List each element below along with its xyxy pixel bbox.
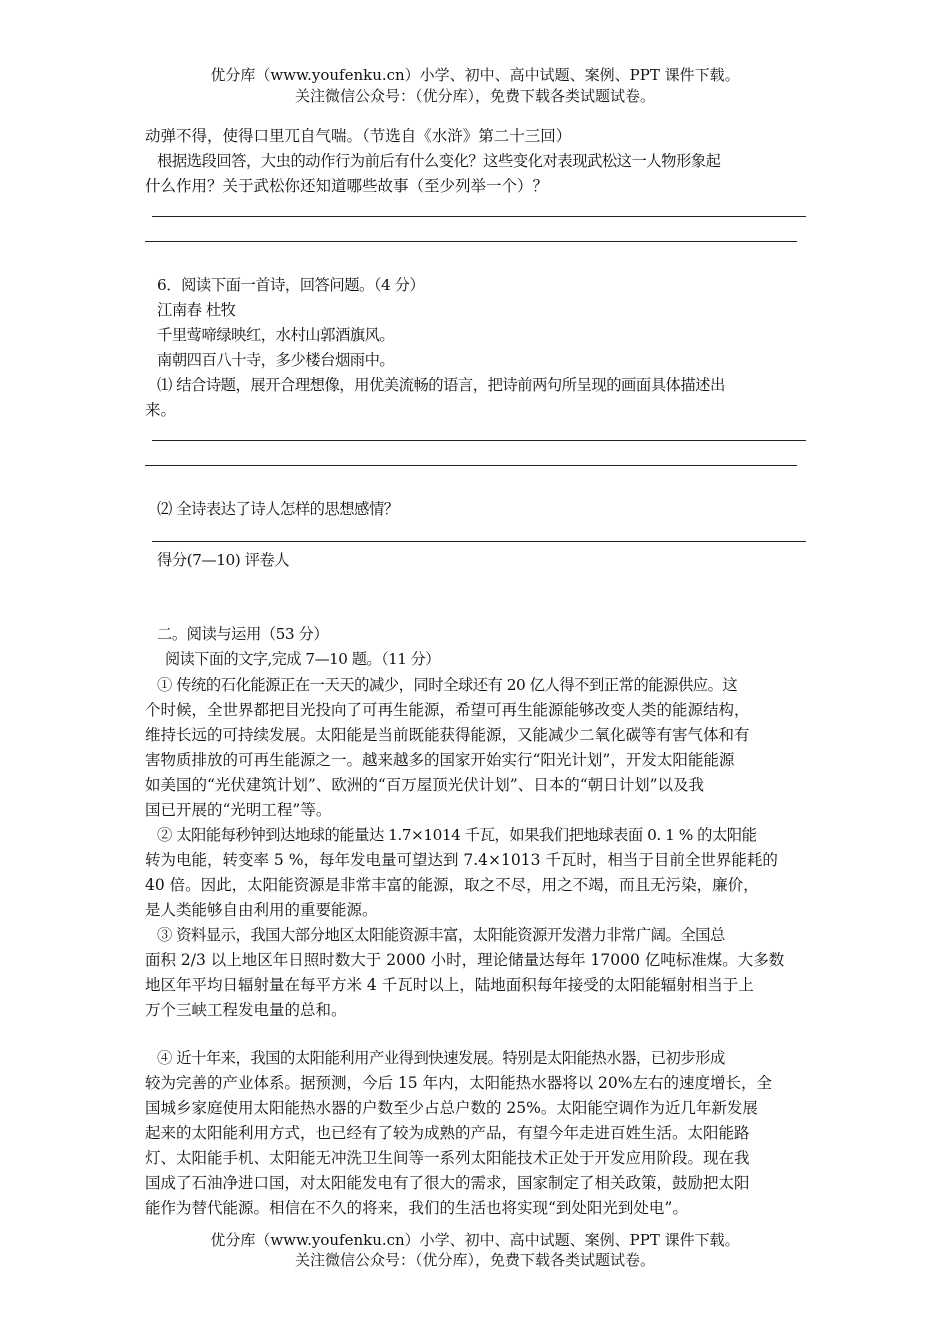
paragraph-3-line: ③ 资料显示，我国大部分地区太阳能资源丰富，太阳能资源开发潜力非常广阔。全国总 xyxy=(157,926,725,944)
score-label: 得分(7—10) 评卷人 xyxy=(157,551,290,569)
paragraph-2-line: 转为电能，转变率 5 %，每年发电量可望达到 7.4×1013 千瓦时，相当于目前全世界能耗的 xyxy=(145,851,778,869)
q5-question-line-1: 根据选段回答，大虫的动作行为前后有什么变化？这些变化对表现武松这一人物形象起 xyxy=(157,152,721,170)
q6-sub1-line-2: 来。 xyxy=(145,401,177,419)
paragraph-4-line: 灯、太阳能手机、太阳能无冲洗卫生间等一系列太阳能技术正处于开发应用阶段。现在我 xyxy=(145,1149,750,1167)
paragraph-2-line: 40 倍。因此，太阳能资源是非常丰富的能源，取之不尽，用之不竭，而且无污染，廉价， xyxy=(145,876,759,894)
paragraph-1-line: 个时候，全世界都把目光投向了可再生能源，希望可再生能源能够改变人类的能源结构， xyxy=(145,701,750,719)
paragraph-3-line: 地区年平均日辐射量在每平方米 4 千瓦时以上，陆地面积每年接受的太阳能辐射相当于上 xyxy=(145,976,754,994)
paragraph-3-line: 面积 2/3 以上地区年日照时数大于 2000 小时，理论储量达每年 17000 亿吨标准煤。大多数 xyxy=(145,951,785,969)
paragraph-2-line: ② 太阳能每秒钟到达地球的能量达 1.7×1014 千瓦，如果我们把地球表面 0. 1 % 的太阳能 xyxy=(157,826,757,844)
paragraph-1-line: 如美国的“光伏建筑计划”、欧洲的“百万屋顶光伏计划”、日本的“朝日计划”以及我 xyxy=(145,776,705,794)
paragraph-4-line: 起来的太阳能利用方式，也已经有了较为成熟的产品，有望今年走进百姓生活。太阳能路 xyxy=(145,1124,750,1142)
q6-poem-line-1: 千里莺啼绿映红，水村山郭酒旗风。 xyxy=(157,326,395,344)
header-line-2: 关注微信公众号：（优分库），免费下载各类试题试卷。 xyxy=(294,87,655,105)
paragraph-1-line: 国已开展的“光明工程”等。 xyxy=(145,801,332,819)
q5-question-line-2: 什么作用？关于武松你还知道哪些故事（至少列举一个）？ xyxy=(145,177,549,195)
paragraph-4-line: 国城乡家庭使用太阳能热水器的户数至少占总户数的 25%。太阳能空调作为近几年新发展 xyxy=(145,1099,758,1117)
q6-title: 6．阅读下面一首诗，回答问题。（4 分） xyxy=(157,276,425,294)
footer-line-1: 优分库（www.youfenku.cn）小学、初中、高中试题、案例、PPT 课件下载。 xyxy=(210,1231,740,1249)
paragraph-4-line: 较为完善的产业体系。据预测，今后 15 年内，太阳能热水器将以 20%左右的速度增长，全 xyxy=(145,1074,772,1092)
paragraph-1-line: ① 传统的石化能源正在一天天的减少，同时全球还有 20 亿人得不到正常的能源供应。这 xyxy=(157,676,738,694)
answer-line[interactable] xyxy=(145,241,797,242)
paragraph-4-line: ④ 近十年来，我国的太阳能利用产业得到快速发展。特别是太阳能热水器，已初步形成 xyxy=(157,1049,725,1067)
paragraph-3-line: 万个三峡工程发电量的总和。 xyxy=(145,1001,347,1019)
q6-sub1-line-1: ⑴ 结合诗题，展开合理想像，用优美流畅的语言，把诗前两句所呈现的画面具体描述出 xyxy=(157,376,725,394)
paragraph-2-line: 是人类能够自由利用的重要能源。 xyxy=(145,901,378,919)
answer-line[interactable] xyxy=(152,440,806,441)
answer-line[interactable] xyxy=(152,541,806,542)
header-line-1: 优分库（www.youfenku.cn）小学、初中、高中试题、案例、PPT 课件下载。 xyxy=(210,66,740,84)
q5-source-line: 动弹不得，使得口里兀自气喘。（节选自《水浒》第二十三回） xyxy=(145,127,572,145)
paragraph-1-line: 害物质排放的可再生能源之一。越来越多的国家开始实行“阳光计划”，开发太阳能能源 xyxy=(145,751,735,769)
answer-line[interactable] xyxy=(145,465,797,466)
q6-sub2: ⑵ 全诗表达了诗人怎样的思想感情？ xyxy=(157,500,399,518)
q6-poem-title: 江南春 杜牧 xyxy=(157,301,236,319)
section-2-instruction: 阅读下面的文字,完成 7—10 题。（11 分） xyxy=(165,650,440,668)
section-2-title: 二。阅读与运用（53 分） xyxy=(157,625,329,643)
paragraph-4-line: 能作为替代能源。相信在不久的将来，我们的生活也将实现“到处阳光到处电”。 xyxy=(145,1199,688,1217)
paragraph-4-line: 国成了石油净进口国，对太阳能发电有了很大的需求，国家制定了相关政策，鼓励把太阳 xyxy=(145,1174,750,1192)
paragraph-1-line: 维持长远的可持续发展。太阳能是当前既能获得能源，又能减少二氧化碳等有害气体和有 xyxy=(145,726,750,744)
answer-line[interactable] xyxy=(152,216,806,217)
q6-poem-line-2: 南朝四百八十寺，多少楼台烟雨中。 xyxy=(157,351,395,369)
footer-line-2: 关注微信公众号：（优分库），免费下载各类试题试卷。 xyxy=(294,1251,655,1269)
